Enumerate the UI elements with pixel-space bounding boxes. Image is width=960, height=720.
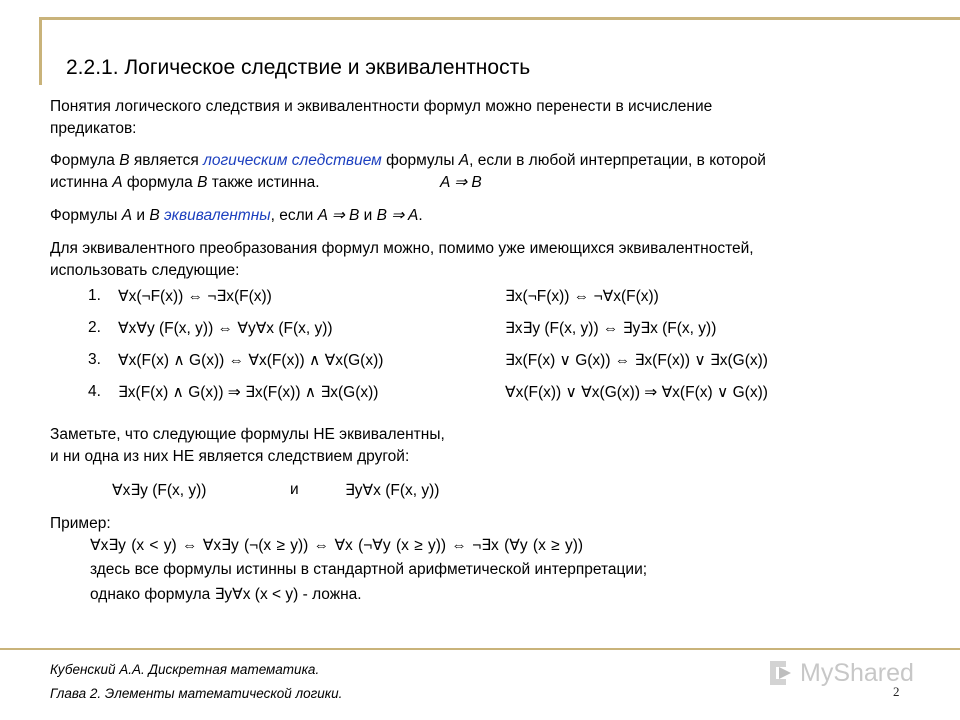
page-number: 2 <box>893 684 900 699</box>
transform-line-1: Для эквивалентного преобразования формул можно, помимо уже имеющихся эквивалентностей, <box>50 240 754 257</box>
footer-chapter: Глава 2. Элементы математической логики. <box>50 686 343 701</box>
rule-left: ∀x(F(x) ∧ G(x)) ⇔ ∀x(F(x)) ∧ ∀x(G(x)) <box>118 352 384 369</box>
consequence-formula: A ⇒ B <box>440 174 482 191</box>
left-border-line <box>39 17 42 85</box>
rule-number: 2. <box>88 319 101 336</box>
rule-right: ∃x∃y (F(x, y)) ⇔ ∃y∃x (F(x, y)) <box>505 320 717 337</box>
note-line-1: Заметьте, что следующие формулы НЕ эквивалентны, <box>50 426 445 443</box>
rule-right: ∃x(F(x) ∨ G(x)) ⇔ ∃x(F(x)) ∨ ∃x(G(x)) <box>505 352 768 369</box>
example-line-3: однако формула ∃y∀x (x < y) - ложна. <box>90 586 362 603</box>
bottom-border-line <box>0 648 960 650</box>
false-formula: ∃y∀x (x < y) <box>214 586 299 603</box>
play-icon <box>764 657 796 689</box>
rule-left: ∃x(F(x) ∧ G(x)) ⇒ ∃x(F(x)) ∧ ∃x(G(x)) <box>118 384 379 401</box>
rule-left: ∀x∀y (F(x, y)) ⇔ ∀y∀x (F(x, y)) <box>118 320 333 337</box>
footer-author: Кубенский А.А. Дискретная математика. <box>50 662 320 677</box>
rule-left: ∀x(¬F(x)) ⇔ ¬∃x(F(x)) <box>118 288 272 305</box>
intro-line-1: Понятия логического следствия и эквивалентности формул можно перенести в исчисление <box>50 98 713 115</box>
intro-line-2: предикатов: <box>50 120 137 137</box>
top-border-line <box>39 17 960 20</box>
note-formula-2: ∃y∀x (F(x, y)) <box>345 482 440 499</box>
term-logical-consequence: логическим следствием <box>203 152 382 169</box>
consequence-definition-line-1: Формула B является логическим следствием формулы A, если в любой интерпретации, в которой <box>50 152 766 169</box>
rule-number: 4. <box>88 383 101 400</box>
note-formula-1: ∀x∃y (F(x, y)) <box>112 482 207 499</box>
rule-number: 3. <box>88 351 101 368</box>
rule-number: 1. <box>88 287 101 304</box>
slide-title: 2.2.1. Логическое следствие и эквивалентность <box>66 56 531 79</box>
term-equivalent: эквивалентны <box>164 207 271 224</box>
consequence-definition-line-2: истинна A формула B также истинна. <box>50 174 320 191</box>
example-line-2: здесь все формулы истинны в стандартной арифметической интерпретации; <box>90 561 648 578</box>
transform-line-2: использовать следующие: <box>50 262 240 279</box>
example-chain: ∀x∃y (x < y) ⇔ ∀x∃y (¬(x ≥ y)) ⇔ ∀x (¬∀y (x ≥ y)) ⇔ ¬∃x (∀y (x ≥ y)) <box>90 537 584 554</box>
note-line-2: и ни одна из них НЕ является следствием другой: <box>50 448 410 465</box>
equivalence-definition: Формулы A и B эквивалентны, если A ⇒ B и B ⇒ A. <box>50 207 423 224</box>
note-and: и <box>290 481 299 498</box>
logo-text: MyShared <box>800 658 914 687</box>
rule-right: ∃x(¬F(x)) ⇔ ¬∀x(F(x)) <box>505 288 659 305</box>
rule-right: ∀x(F(x)) ∨ ∀x(G(x)) ⇒ ∀x(F(x) ∨ G(x)) <box>505 384 768 401</box>
example-label: Пример: <box>50 515 111 532</box>
watermark-logo <box>764 656 924 690</box>
